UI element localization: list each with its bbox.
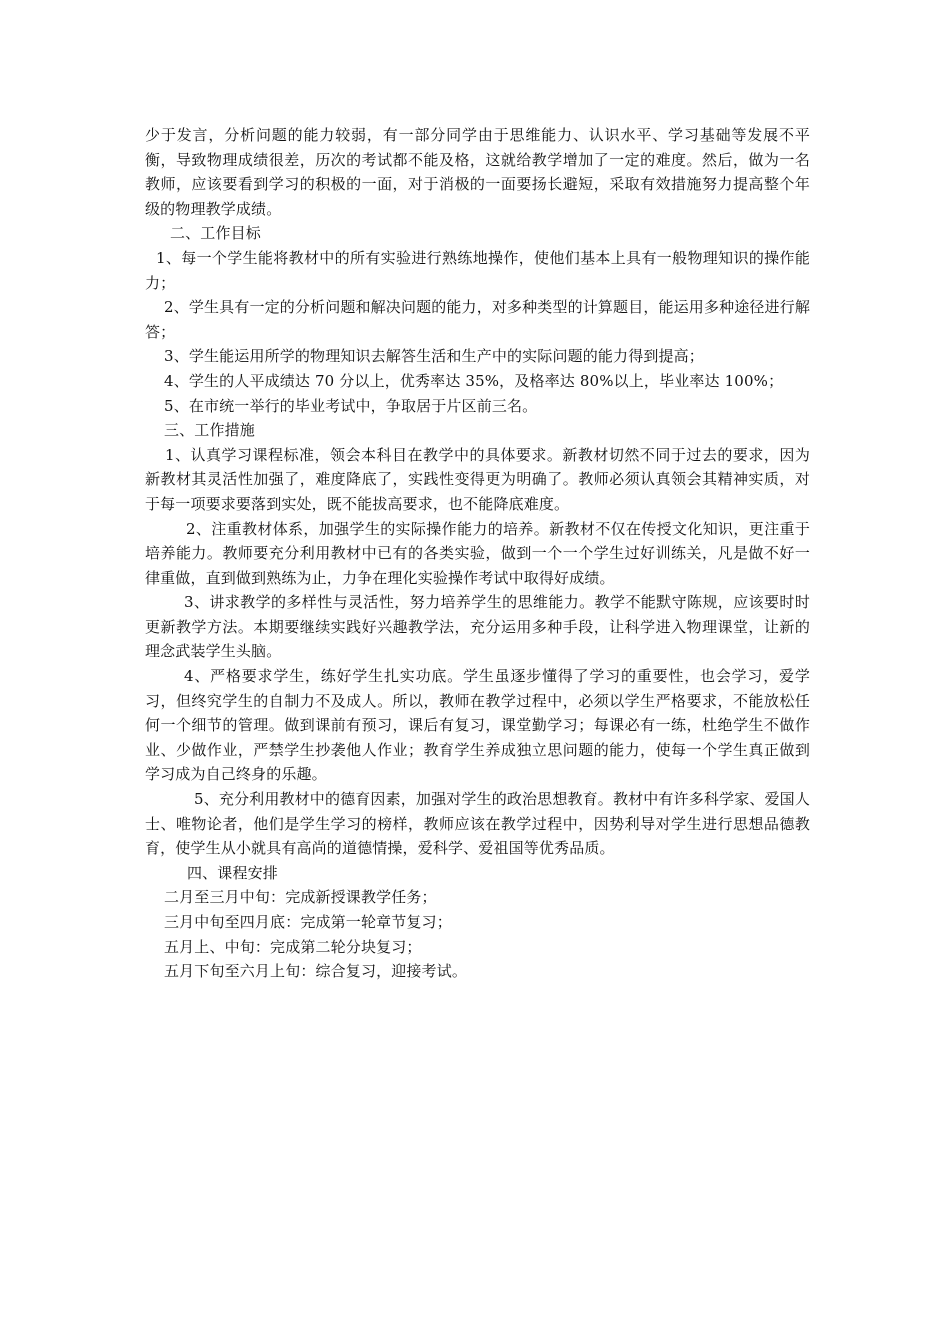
- schedule-item-3: 五月上、中旬：完成第二轮分块复习；: [164, 937, 422, 956]
- measure-item-5: 5、充分利用教材中的德育因素，加强对学生的政治思想教育。教材中有许多科学家、爱国人士、唯物论者，他们是学生学习的榜样，教师应该在教学过程中，因势利导对学生进行思想品德教育，使学生从小就具有高尚的道德情操，爱科学、爱祖国等优秀品质。: [145, 790, 810, 858]
- measure-item-4: 4、严格要求学生，练好学生扎实功底。学生虽逐步懂得了学习的重要性，也会学习，爱学习，但终究学生的自制力不及成人。所以，教师在教学过程中，必须以学生严格要求，不能放松任何一个细节的管理。做到课前有预习，课后有复习，课堂勤学习；每课必有一练，杜绝学生不做作业、少做作业，严禁学生抄袭他人作业；教育学生养成独立思问题的能力，使每一个学生真正做到学习成为自己终身的乐趣。: [145, 667, 810, 784]
- goal-item-1: 1、每一个学生能将教材中的所有实验进行熟练地操作，使他们基本上具有一般物理知识的操作能力；: [145, 248, 810, 292]
- measure-item-3: 3、讲求教学的多样性与灵活性，努力培养学生的思维能力。教学不能默守陈规，应该要时时更新教学方法。本期要继续实践好兴趣教学法，充分运用多种手段，让科学进入物理课堂，让新的理念武装学生头脑。: [145, 593, 810, 661]
- section-heading-work-measures: 三、工作措施: [164, 421, 255, 440]
- schedule-item-4: 五月下旬至六月上旬：综合复习，迎接考试。: [164, 962, 468, 981]
- goal-item-4: 4、学生的人平成绩达 70 分以上，优秀率达 35%，及格率达 80%以上，毕业率达 100%；: [164, 371, 784, 390]
- goal-item-5: 5、在市统一举行的毕业考试中，争取居于片区前三名。: [164, 396, 538, 415]
- paragraph-intro-continued: 少于发言，分析问题的能力较弱，有一部分同学由于思维能力、认识水平、学习基础等发展不平衡，导致物理成绩很差，历次的考试都不能及格，这就给教学增加了一定的难度。然后，做为一名教师，应该要看到学习的积极的一面，对于消极的一面要扬长避短，采取有效措施努力提高整个年级的物理教学成绩。: [145, 126, 810, 218]
- goal-item-2: 2、学生具有一定的分析问题和解决问题的能力，对多种类型的计算题目，能运用多种途径进行解答；: [145, 298, 810, 341]
- goal-item-3: 3、学生能运用所学的物理知识去解答生活和生产中的实际问题的能力得到提高；: [164, 347, 704, 366]
- section-heading-work-goals: 二、工作目标: [170, 224, 261, 243]
- document-body: [145, 123, 810, 984]
- section-heading-course-schedule: 四、课程安排: [187, 863, 278, 882]
- schedule-item-2: 三月中旬至四月底：完成第一轮章节复习；: [164, 913, 452, 931]
- schedule-item-1: 二月至三月中旬：完成新授课教学任务；: [164, 888, 437, 907]
- measure-item-1: 1、认真学习课程标准，领会本科目在教学中的具体要求。新教材切然不同于过去的要求，因为新教材其灵活性加强了，难度降底了，实践性变得更为明确了。教师必须认真领会其精神实质，对于每一项要求要落到实处，既不能拔高要求，也不能降底难度。: [145, 445, 810, 513]
- measure-item-2: 2、注重教材体系，加强学生的实际操作能力的培养。新教材不仅在传授文化知识，更注重于培养能力。教师要充分利用教材中已有的各类实验，做到一个一个学生过好训练关，凡是做不好一律重做，直到做到熟练为止，力争在理化实验操作考试中取得好成绩。: [145, 519, 810, 587]
